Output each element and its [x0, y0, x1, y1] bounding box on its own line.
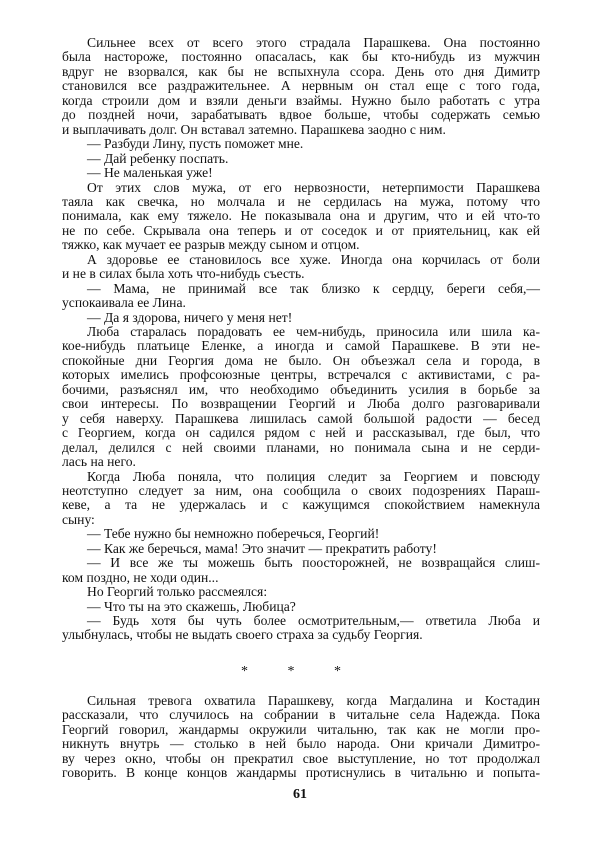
text-line: и не в силах была хоть что-нибудь съесть. [62, 266, 305, 282]
text-line: свои интересы. По возвращении Георгий и Люба долго разговаривали [62, 396, 540, 412]
text-line: — Дай ребенку поспать. [87, 150, 229, 166]
text-line: вдруг не взорвался, как бы не вспыхнула ссора. День ото дня Димитр [62, 63, 540, 79]
text-line: — Разбуди Лину, пусть поможет мне. [87, 136, 304, 152]
text-line: Но Георгий только рассмеялся: [87, 584, 268, 600]
text-line: неотступно следует за ним, она сообщила о своих подозрениях Параш- [62, 482, 540, 498]
text-line: не по себе. Скрывала она теперь и от соседок и от приятельниц, как ей [62, 222, 540, 238]
text-line: — Не маленькая уже! [87, 165, 213, 181]
text-line: От этих слов мужа, от его нервозности, нетерпимости Парашкева [87, 179, 540, 195]
text-line: — Как же беречься, мама! Это значит — прекратить работу! [87, 540, 437, 556]
text-line: ву через окно, чтобы он прекратил свое выступление, но тот продолжал [62, 750, 540, 766]
text-line: таяла как свечка, но молчала и не сердилась на мужа, потому что [62, 193, 540, 209]
text-line: — Будь хотя бы чуть более осмотрительным,— ответила Люба и [87, 613, 540, 628]
text-line: успокаивала ее Лина. [62, 295, 186, 311]
text-line: Люба старалась порадовать ее чем-нибудь, приносила или шила ка- [87, 324, 540, 339]
text-line: лась на него. [62, 454, 136, 470]
section-break: * * * [241, 664, 359, 679]
text-line: у себя наверху. Парашкева лишилась самой большой радости — бесед [62, 410, 540, 426]
text-line: тяжко, как мучает ее разрыв между сыном и отцом. [62, 237, 360, 253]
page-number: 61 [293, 787, 307, 802]
text-line: улыбнулась, чтобы не выдать своего страха за судьбу Георгия. [62, 627, 423, 643]
text-line: кое-нибудь платьице Еленке, а иногда и самой Парашкеве. В эти не- [62, 338, 540, 354]
text-line: — Мама, не принимай все так близко к сердцу, береги себя,— [87, 280, 540, 296]
text-line: делал, делился с ней своими планами, но понимала сына и не серди- [62, 439, 540, 455]
text-line: спокойные дни Георгия дома не было. Он объезжал села и города, в [62, 352, 540, 368]
text-line: А здоровье ее становилось все хуже. Иногда она корчилась от боли [87, 251, 540, 267]
text-line: понимала, как ему тяжело. Не показывала она и другим, что и ей что-то [62, 208, 540, 224]
text-line: — Тебе нужно бы немножно поберечься, Георгий! [87, 526, 380, 542]
text-line: кеве, а та не удержалась и с кажущимся спокойствием намекнула [62, 497, 540, 513]
text-line: — Да я здорова, ничего у меня нет! [87, 309, 293, 325]
text-line: и выплачивать долг. Он вставал затемно. Парашкева заодно с ним. [62, 121, 446, 137]
text-line: бочими, разъяснял им, что необходимо объединить усилия в борьбе за [62, 381, 540, 397]
text-line: ком поздно, не ходи один... [62, 569, 219, 585]
text-line: рассказали, что случилось на собрании в читальне села Надежда. Пока [62, 707, 540, 723]
text-line: которых имелись профсоюзные центры, встречался с активистами, с ра- [62, 367, 540, 383]
text-line: сыну: [62, 511, 95, 527]
text-line: Сильнее всех от всего этого страдала Парашкева. Она постоянно [87, 35, 540, 50]
text-line: Когда Люба поняла, что полиция следит за Георгием и повсюду [87, 468, 540, 484]
text-line: с Георгием, когда он садился рядом с ней и рассказывал, где был, что [62, 425, 540, 441]
text-line: — И все же ты можешь быть поосторожней, не возвращайся слиш- [87, 555, 540, 571]
text-line: Георгий говорил, жандармы окружили читальню, так как не могли про- [62, 721, 540, 737]
text-line: когда строили дом и взяли деньги взаймы. Нужно было работать с утра [62, 92, 540, 108]
text-line: становился все раздражительнее. А нервным он стал еще с того года, [62, 78, 540, 94]
text-line: Сильная тревога охватила Парашкеву, когда Магдалина и Костадин [87, 693, 540, 708]
text-line: говорить. В конце концов жандармы протиснулись в читальню и попыта- [62, 765, 540, 780]
text-line: — Что ты на это скажешь, Любица? [87, 598, 296, 614]
text-line: до поздней ночи, зарабатывать вдвое больше, чтобы содержать семью [62, 107, 540, 123]
text-line: была настороже, постоянно опасалась, как бы кто-нибудь из мужчин [62, 49, 540, 65]
text-line: никнуть внутрь — столько в ней было народа. Они кричали Димитро- [62, 736, 540, 752]
